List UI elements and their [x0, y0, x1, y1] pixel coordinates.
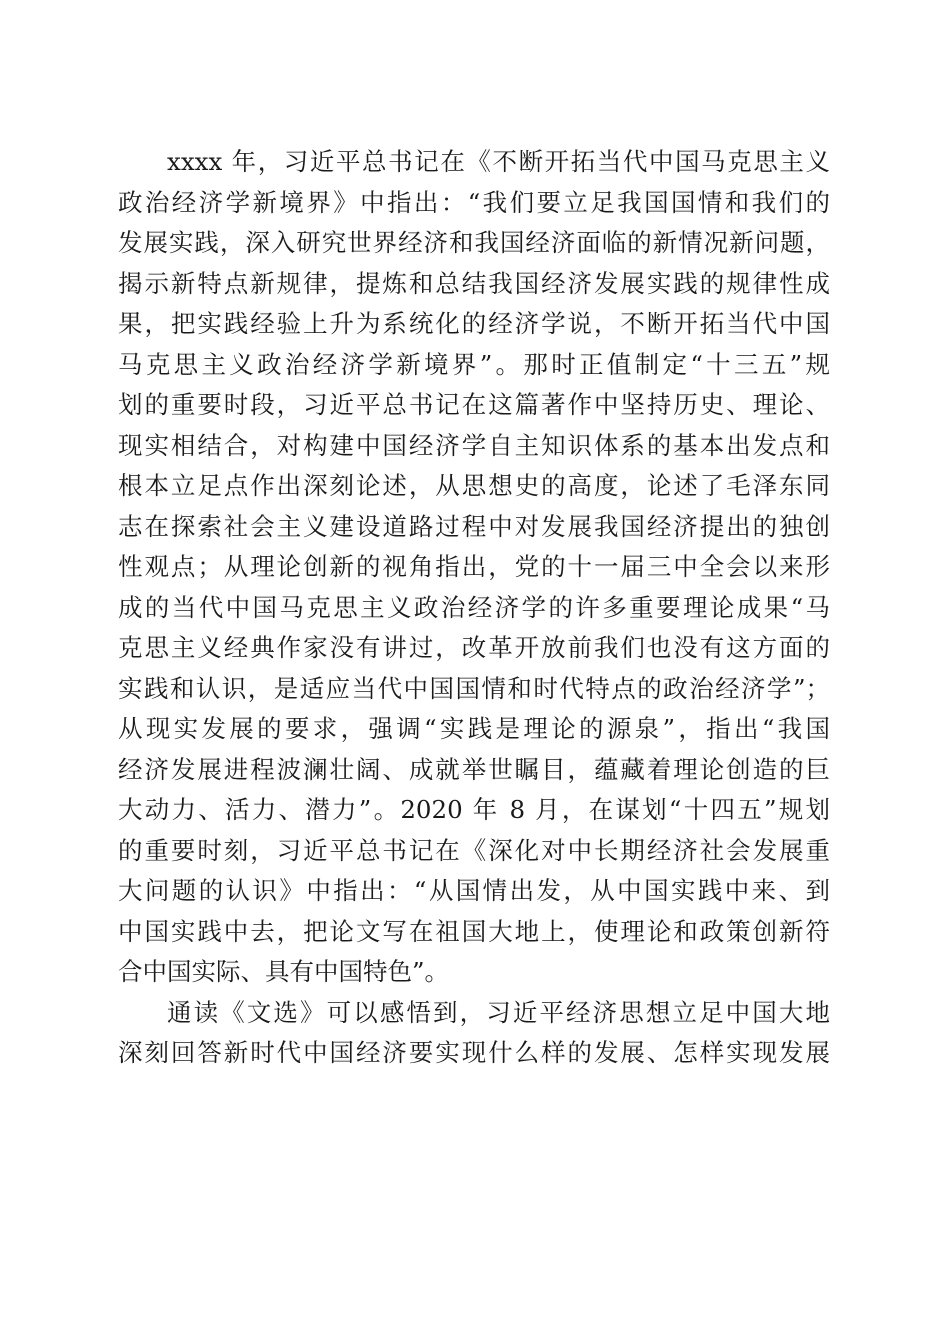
document-body	[118, 142, 830, 1074]
text-line: 果，把实践经验上升为系统化的经济学说，不断开拓当代中国	[118, 309, 830, 338]
text-line: 实践和认识，是适应当代中国国情和时代特点的政治经济学”；	[118, 673, 830, 703]
text-line: 划的重要时段，习近平总书记在这篇著作中坚持历史、理论、	[118, 390, 830, 419]
text-line: 经济发展进程波澜壮阔、成就举世瞩目，蕴藏着理论创造的巨	[118, 754, 830, 784]
text-line: 从现实发展的要求，强调“实践是理论的源泉”，指出“我国	[118, 714, 830, 743]
text-line: 合中国实际、具有中国特色”。	[118, 957, 450, 986]
text-line: 志在探索社会主义建设道路过程中对发展我国经济提出的独创	[118, 511, 830, 541]
text-line: 克思主义经典作家没有讲过，改革开放前我们也没有这方面的	[118, 633, 830, 662]
text-line: 深刻回答新时代中国经济要实现什么样的发展、怎样实现发展	[118, 1038, 830, 1067]
text-line: 通读《文选》可以感悟到，习近平经济思想立足中国大地	[167, 997, 830, 1027]
paragraph-1	[118, 142, 830, 993]
text-line: 的重要时刻，习近平总书记在《深化对中长期经济社会发展重	[118, 835, 830, 865]
text-line: 成的当代中国马克思主义政治经济学的许多重要理论成果“马	[118, 592, 830, 622]
text-line: 大动力、活力、潜力”。2020 年 8 月，在谋划“十四五”规划	[118, 795, 830, 824]
text-line: 大问题的认识》中指出：“从国情出发，从中国实践中来、到	[118, 876, 830, 905]
text-line: 揭示新特点新规律，提炼和总结我国经济发展实践的规律性成	[118, 268, 830, 298]
text-line: 政治经济学新境界》中指出：“我们要立足我国国情和我们的	[118, 187, 830, 217]
text-line: xxxx 年，习近平总书记在《不断开拓当代中国马克思主义	[167, 147, 830, 176]
text-line: 中国实践中去，把论文写在祖国大地上，使理论和政策创新符	[118, 916, 830, 946]
paragraph-2	[118, 993, 830, 1074]
text-line: 现实相结合，对构建中国经济学自主知识体系的基本出发点和	[118, 430, 830, 460]
text-line: 根本立足点作出深刻论述，从思想史的高度，论述了毛泽东同	[118, 471, 830, 500]
text-line: 发展实践，深入研究世界经济和我国经济面临的新情况新问题，	[118, 228, 830, 257]
text-line: 性观点；从理论创新的视角指出，党的十一届三中全会以来形	[118, 552, 830, 581]
text-line: 马克思主义政治经济学新境界”。那时正值制定“十三五”规	[118, 349, 830, 379]
